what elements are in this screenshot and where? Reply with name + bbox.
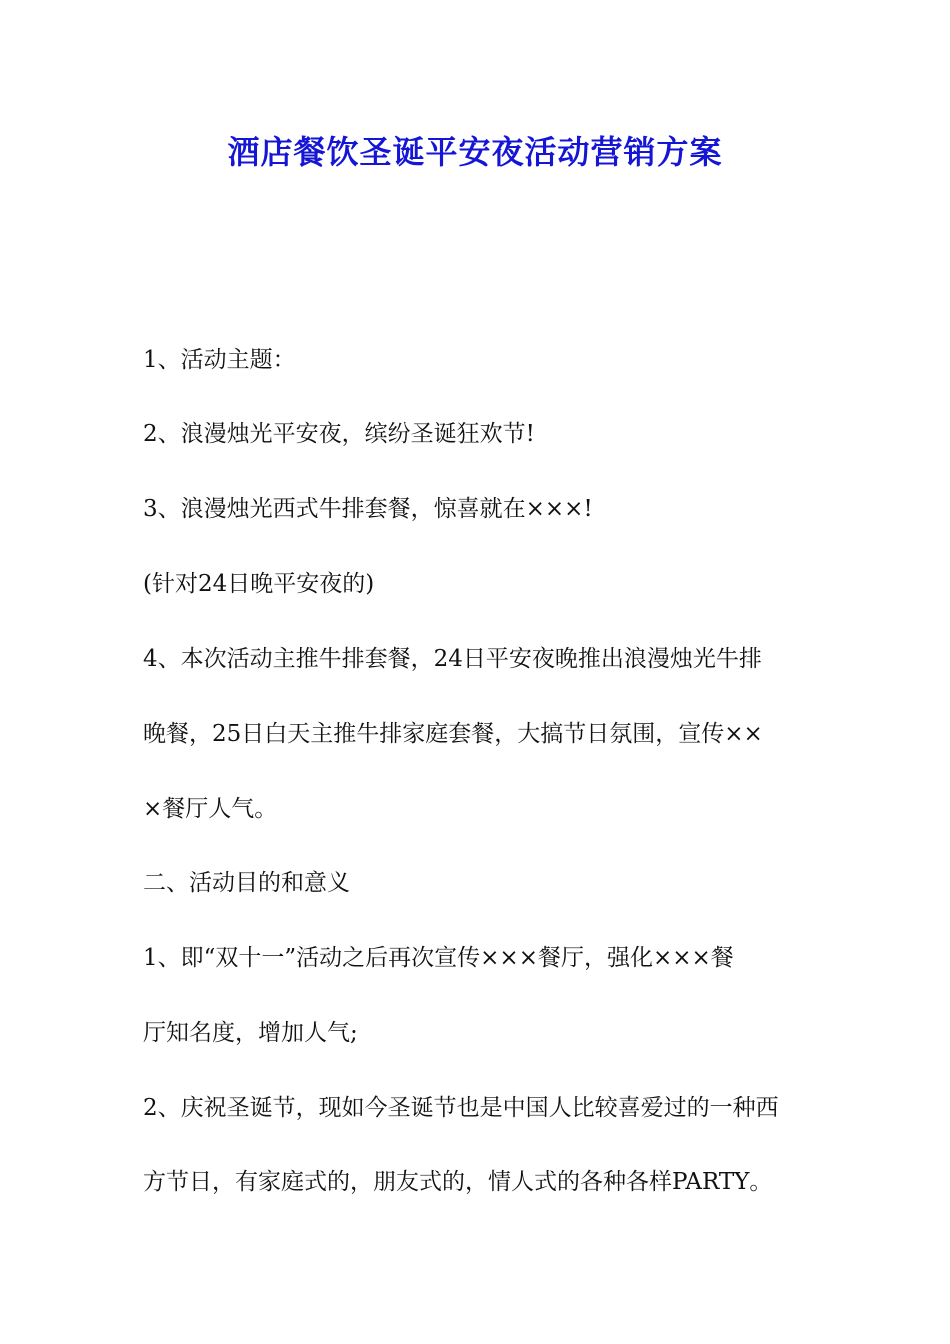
text-line: 厅知名度，增加人气; bbox=[143, 1020, 358, 1046]
text-line: 方节日，有家庭式的，朋友式的，情人式的各种各样PARTY。 bbox=[143, 1169, 773, 1195]
section-heading: 二、活动目的和意义 bbox=[143, 870, 350, 896]
text-line: (针对24日晚平安夜的) bbox=[143, 571, 375, 597]
text-line: 1、即“双十一”活动之后再次宣传×××餐厅，强化×××餐 bbox=[143, 945, 734, 971]
text-line: ×餐厅人气。 bbox=[143, 796, 278, 822]
document-title: 酒店餐饮圣诞平安夜活动营销方案 bbox=[227, 133, 723, 171]
text-line: 2、庆祝圣诞节，现如今圣诞节也是中国人比较喜爱过的一种西 bbox=[143, 1095, 779, 1121]
text-line: 3、浪漫烛光西式牛排套餐，惊喜就在×××! bbox=[143, 496, 593, 522]
text-line: 晚餐，25日白天主推牛排家庭套餐，大搞节日氛围，宣传×× bbox=[143, 721, 763, 747]
text-line: 2、浪漫烛光平安夜，缤纷圣诞狂欢节! bbox=[143, 421, 535, 447]
text-line: 1、活动主题： bbox=[143, 347, 296, 373]
text-line: 4、本次活动主推牛排套餐，24日平安夜晚推出浪漫烛光牛排 bbox=[143, 646, 762, 672]
